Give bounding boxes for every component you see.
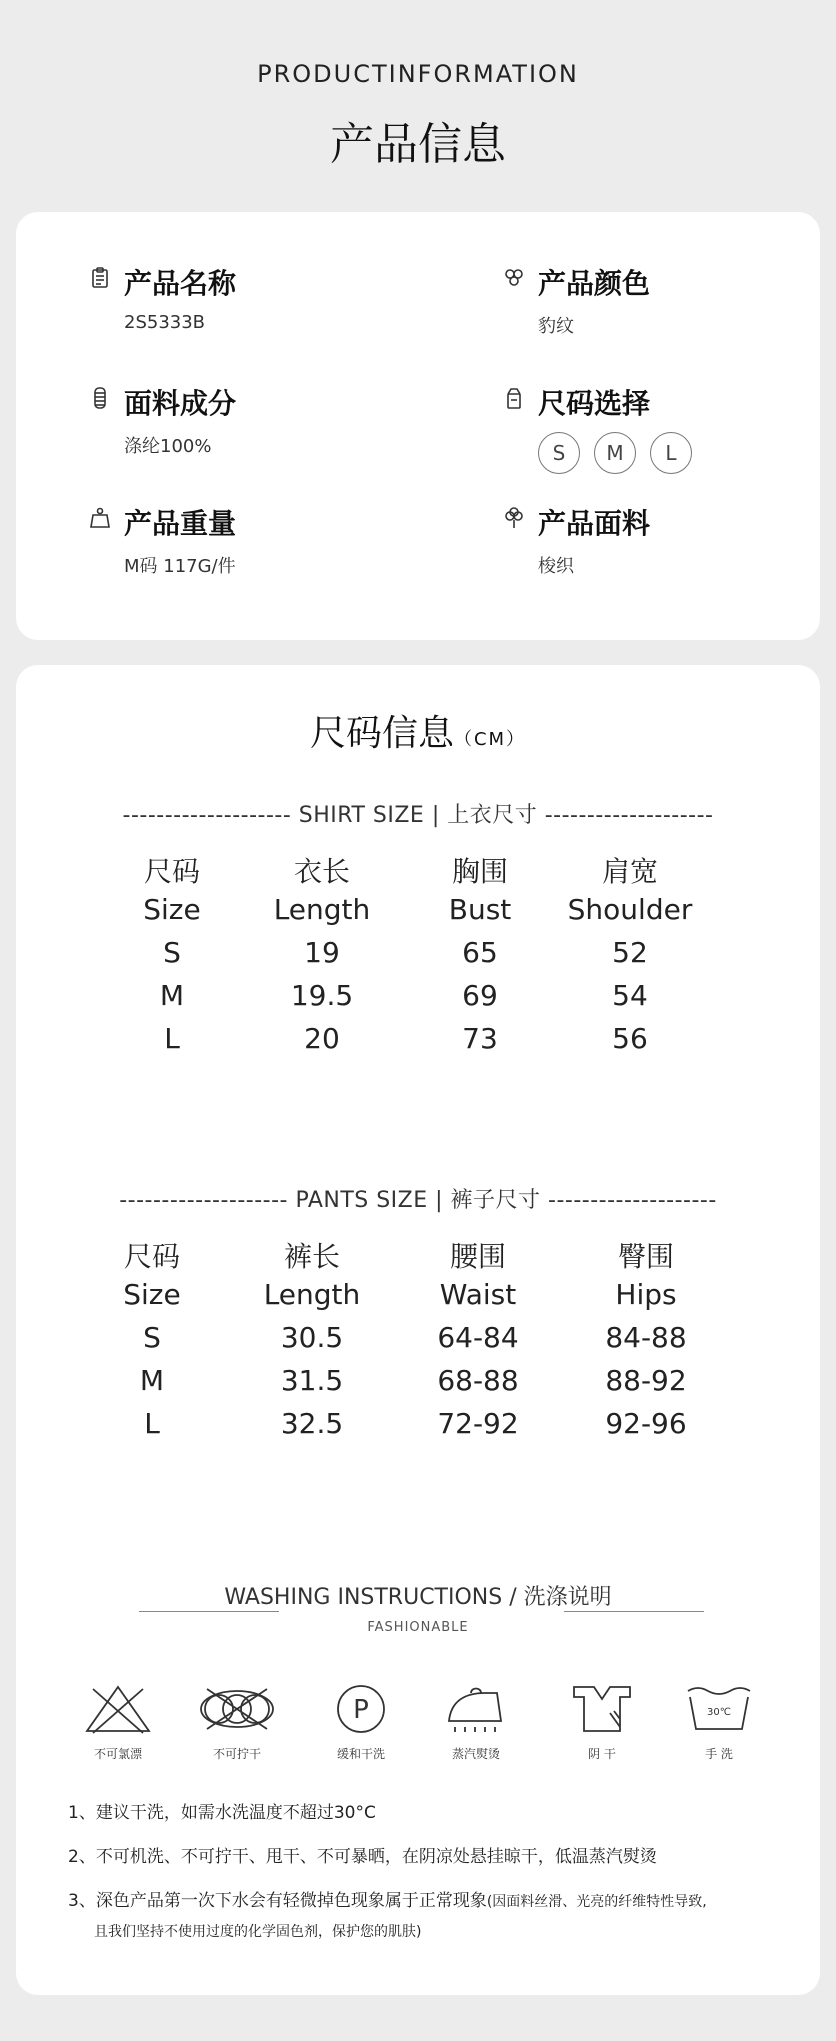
shirt-size-row-0-cell: 65 (462, 936, 498, 969)
shirt-size-header-zh-cell: 衣长 (293, 855, 350, 888)
shirt-size-header-en-cell: Length (273, 893, 371, 926)
palette-icon (502, 266, 526, 290)
pants-size-row-0-cell: 64-84 (437, 1321, 519, 1354)
pants-size-divider: -------------------- PANTS SIZE | 裤子尺寸 -------------------- (119, 1188, 717, 1213)
pants-size-row-1-cell: M (139, 1364, 165, 1397)
steam-iron-item (431, 1683, 521, 1762)
pants-size-row-2-cell: L (144, 1407, 160, 1440)
product-material-label: 产品面料 (538, 507, 651, 540)
product-info-card (16, 212, 820, 640)
product-size (538, 382, 706, 474)
shirt-size-row-1-cell: 54 (612, 979, 648, 1012)
size-info-title: 尺码信息 (309, 713, 454, 754)
shirt-size-header-zh-cell: 尺码 (143, 855, 200, 888)
shirt-size-row-0-cell: 19 (304, 936, 340, 969)
pants-size-header-zh-cell: 臀围 (617, 1240, 674, 1273)
no-bleach-label: 不可氯漂 (93, 1747, 142, 1761)
pants-size-row-2-cell: 32.5 (280, 1407, 344, 1440)
product-name (124, 262, 236, 333)
steam-iron-label: 蒸汽熨烫 (451, 1747, 500, 1761)
shirt-size-row-2-cell: 73 (462, 1022, 498, 1055)
product-color (538, 262, 650, 338)
no-wring-item (192, 1683, 282, 1762)
shirt-size-row-0-cell: 52 (612, 936, 648, 969)
pants-size-row-0-cell: 84-88 (605, 1321, 687, 1354)
shirt-size-row-1-cell: 69 (462, 979, 498, 1012)
pants-size-header-en-cell: Length (263, 1278, 361, 1311)
washing-divider-right (564, 1611, 704, 1612)
header-title-en: PRODUCTINFORMATION (257, 60, 579, 88)
pants-size-header-zh-cell: 尺码 (123, 1240, 180, 1273)
shirt-size-heading: SHIRT SIZE | 上衣尺寸 (298, 803, 538, 828)
no-wring-label: 不可拧干 (212, 1747, 261, 1761)
pants-size-row-0-cell: S (143, 1321, 161, 1354)
size-info-heading (16, 705, 820, 756)
pants-size-header-zh-cell: 裤长 (283, 1240, 340, 1273)
washing-title: WASHING INSTRUCTIONS / 洗涤说明 (224, 1585, 612, 1610)
product-weight-value: M码 117G/件 (124, 556, 236, 577)
product-fabric (124, 382, 236, 458)
pants-size-row-2-cell: 72-92 (437, 1407, 519, 1440)
pants-size-row-2-cell: 92-96 (605, 1407, 687, 1440)
yarn-spool-icon (88, 386, 112, 410)
shirt-size-divider: -------------------- SHIRT SIZE | 上衣尺寸 -------------------- (122, 803, 714, 828)
hand-wash-icon (684, 1683, 754, 1735)
shade-dry-label: 阴 干 (588, 1747, 616, 1761)
product-name-label: 产品名称 (124, 267, 237, 300)
pants-size-row-0-cell: 30.5 (280, 1321, 344, 1354)
shirt-size-header-zh-cell: 肩宽 (601, 855, 658, 888)
product-color-label: 产品颜色 (538, 267, 651, 300)
pants-size-header-en-cell: Waist (439, 1278, 517, 1311)
weight-icon (88, 506, 112, 530)
pants-size-header-en-cell: Size (123, 1278, 181, 1311)
washing-note-3 (68, 1886, 707, 1911)
dry-clean-item (316, 1683, 406, 1762)
size-option-l[interactable]: L (650, 432, 692, 474)
no-bleach-icon (83, 1683, 153, 1735)
washing-note-4-text: 且我们坚持不使用过度的化学固色剂，保护您的肌肤) (94, 1924, 422, 1940)
washing-note-3-aside: (因面料丝滑、光亮的纤维特性导致, (486, 1894, 707, 1910)
shirt-size-row-0-cell: S (163, 936, 181, 969)
shirt-tag-icon (502, 386, 526, 410)
no-wring-icon (195, 1683, 279, 1735)
pants-size-header-zh-cell: 腰围 (449, 1240, 506, 1273)
shirt-size-row-2-cell: L (164, 1022, 180, 1055)
size-info-card (16, 665, 820, 1995)
size-option-s[interactable]: S (538, 432, 580, 474)
shirt-size-header-en-cell: Size (143, 893, 201, 926)
washing-note-1: 1、建议干洗，如需水洗温度不超过30°C (68, 1803, 376, 1823)
product-color-value: 豹纹 (538, 316, 574, 337)
washing-note-3-main: 3、深色产品第一次下水会有轻微掉色现象属于正常现象 (68, 1891, 487, 1911)
product-weight-label: 产品重量 (124, 507, 237, 540)
shirt-size-row-2-cell: 20 (304, 1022, 340, 1055)
size-option-m[interactable]: M (594, 432, 636, 474)
pants-size-heading: PANTS SIZE | 裤子尺寸 (295, 1188, 541, 1213)
pants-size-row-1-cell: 68-88 (437, 1364, 519, 1397)
shade-dry-icon (570, 1683, 634, 1735)
shirt-size-row-2-cell: 56 (612, 1022, 648, 1055)
cotton-flower-icon (502, 506, 526, 530)
steam-iron-icon (441, 1683, 511, 1735)
shirt-size-row-1-cell: M (159, 979, 185, 1012)
hand-wash-label: 手 洗 (705, 1747, 733, 1761)
product-fabric-value: 涤纶100% (124, 436, 212, 457)
header-title-zh: 产品信息 (330, 119, 506, 170)
size-options (538, 432, 706, 474)
washing-divider-left (139, 1611, 279, 1612)
washing-subtitle: FASHIONABLE (367, 1620, 469, 1635)
product-name-value: 2S5333B (124, 312, 206, 333)
shirt-size-header-en-cell: Bust (448, 893, 512, 926)
dry-clean-icon (335, 1683, 387, 1735)
shirt-size-row-1-cell: 19.5 (290, 979, 354, 1012)
product-fabric-label: 面料成分 (124, 387, 237, 420)
washing-note-4 (94, 1921, 421, 1941)
svg-text:P: P (353, 1695, 369, 1725)
washing-note-2: 2、不可机洗、不可拧干、甩干、不可暴晒，在阴凉处悬挂晾干，低温蒸汽熨烫 (68, 1847, 657, 1867)
shirt-size-header-en-cell: Shoulder (567, 893, 693, 926)
product-material (538, 502, 650, 578)
product-material-value: 梭织 (538, 556, 574, 577)
shade-dry-item (557, 1683, 647, 1762)
shirt-size-header-zh-cell: 胸围 (451, 855, 508, 888)
hand-wash-temp: 30℃ (707, 1707, 731, 1718)
product-weight (124, 502, 236, 578)
size-info-unit: （CM） (453, 729, 527, 750)
pants-size-row-1-cell: 31.5 (280, 1364, 344, 1397)
no-bleach-item (73, 1683, 163, 1762)
dry-clean-label: 缓和干洗 (336, 1747, 385, 1761)
product-size-label: 尺码选择 (538, 387, 651, 420)
pants-size-header-en-cell: Hips (615, 1278, 677, 1311)
hand-wash-item (674, 1683, 764, 1762)
pants-size-row-1-cell: 88-92 (605, 1364, 687, 1397)
clipboard-icon (88, 266, 112, 290)
